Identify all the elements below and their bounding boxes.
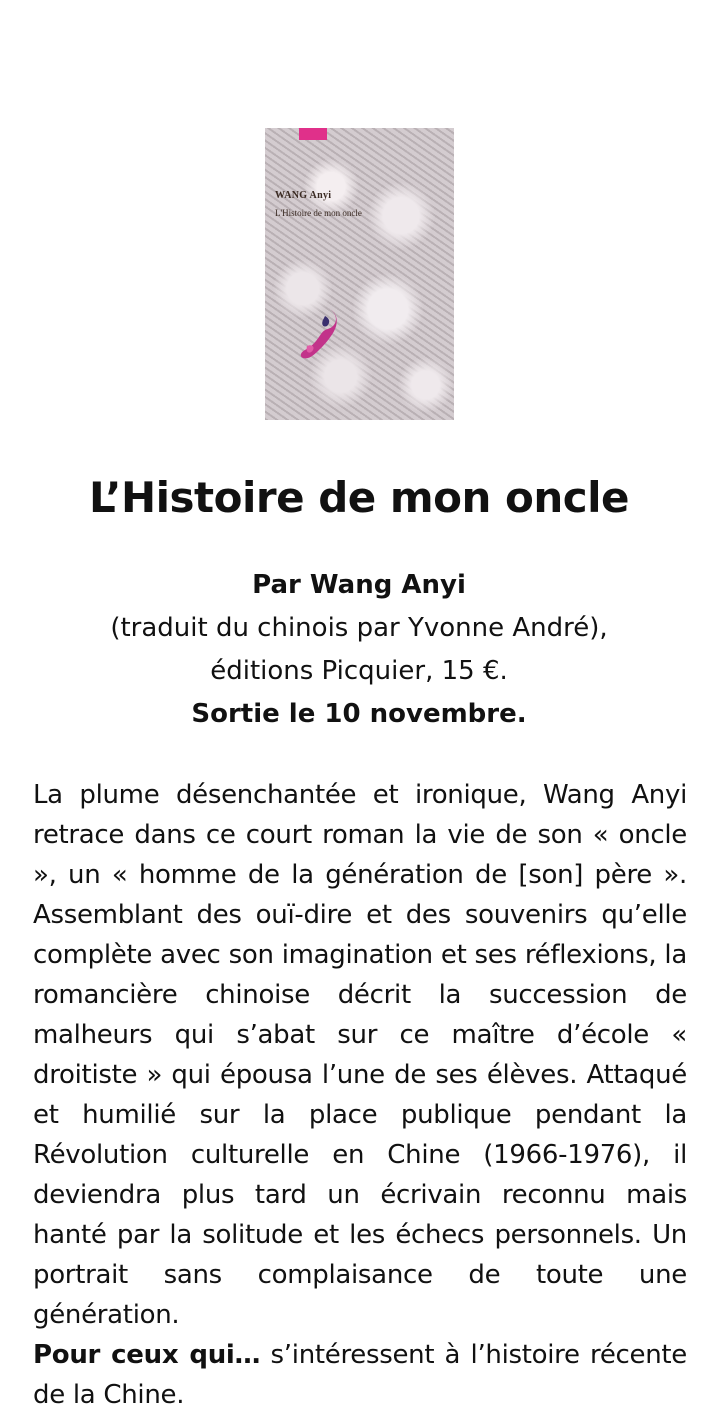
- book-cover-image: [265, 128, 454, 420]
- release-line: Sortie le 10 novembre.: [191, 699, 527, 729]
- article-title: L’Histoire de mon oncle: [88, 473, 630, 522]
- review-body: [33, 775, 687, 1415]
- translation-line: (traduit du chinois par Yvonne André),: [110, 613, 608, 643]
- review-text: La plume désenchantée et ironique, Wang Anyi retrace dans ce court roman la vie de son « oncle », un « homme de la génération de [son] père ». Assemblant des ouï-dire et des souvenirs qu’elle complète avec son imagination et ses réflexions, la romancière chinoise décrit la succession de malheurs qui s’abat sur ce maître d’école « droitiste » qui épousa l’une de ses élèves. Attaqué et humilié sur la place publique pendant la Révolution culturelle en Chine (1966-1976), il deviendra plus tard un écrivain reconnu mais hanté par la solitude et les échecs personnels. Un portrait sans complaisance de toute une génération.: [33, 780, 687, 1330]
- book-credits: [0, 564, 718, 736]
- cover-author: WANG Anyi: [275, 190, 332, 201]
- audience-label: Pour ceux qui…: [33, 1340, 261, 1370]
- publisher-line: éditions Picquier, 15 €.: [210, 656, 508, 686]
- audience-text: s’intéressent à l’histoire récente de la Chine.: [33, 1340, 687, 1410]
- cover-figure-illustration: [299, 306, 343, 362]
- cover-publisher-mark: [299, 128, 327, 140]
- author-line: Par Wang Anyi: [252, 570, 466, 600]
- cover-title: L'Histoire de mon oncle: [275, 208, 362, 218]
